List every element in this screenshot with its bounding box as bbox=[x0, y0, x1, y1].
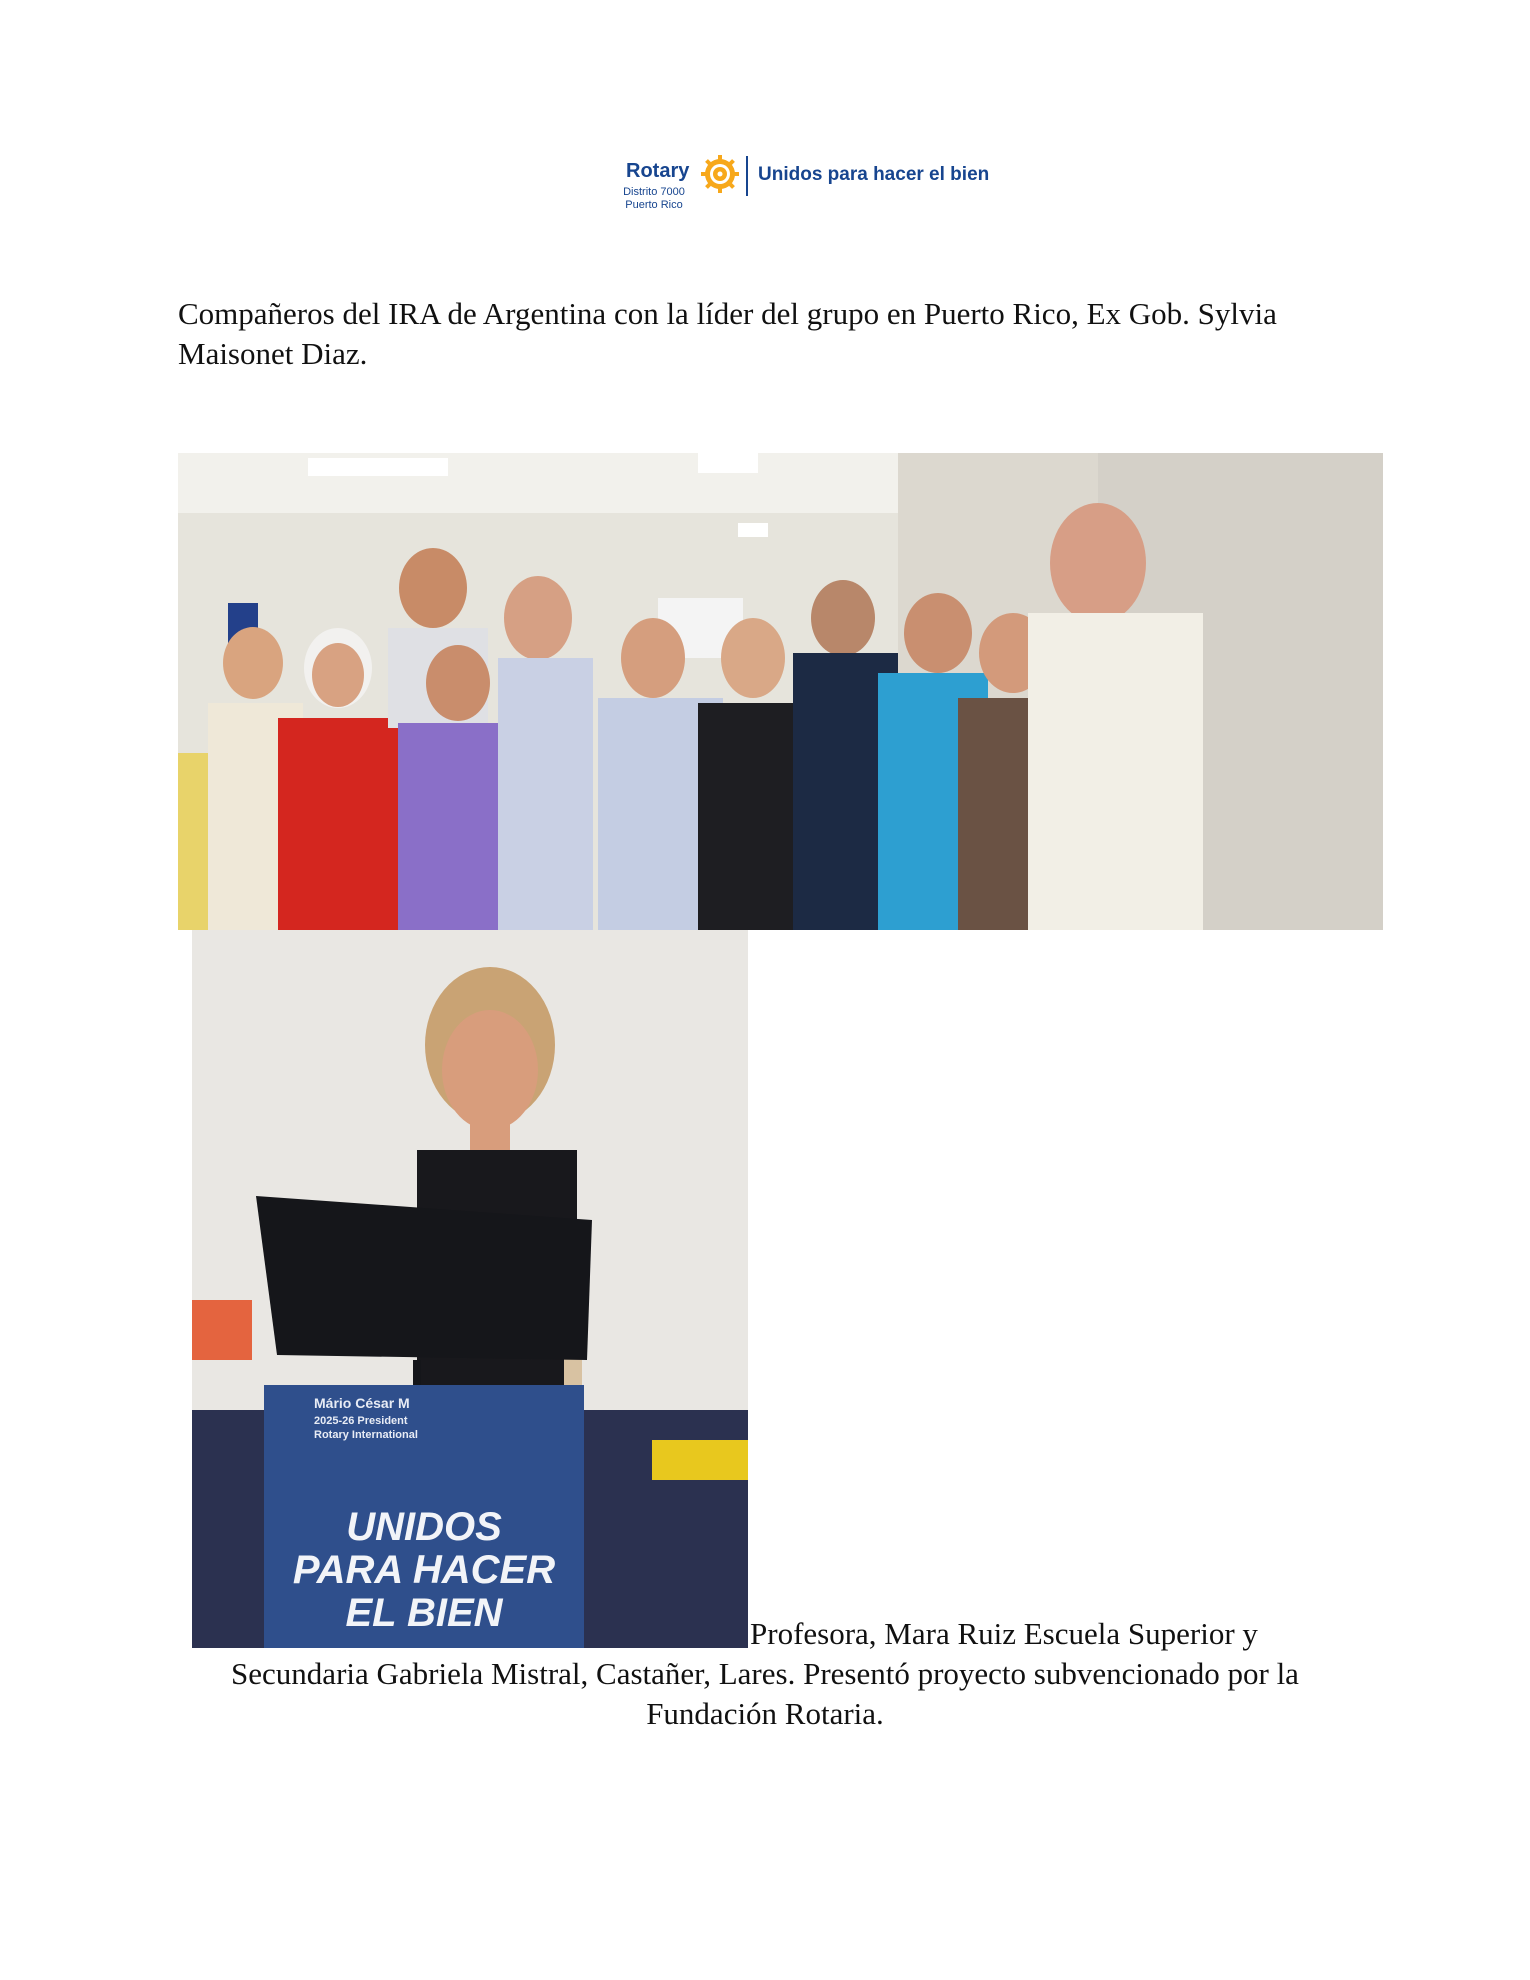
speaker-photo-illustration bbox=[192, 930, 748, 1648]
speaker-caption-line1: Profesora, Mara Ruiz Escuela Superior y bbox=[750, 1616, 1258, 1651]
logo-district-line1: Distrito 7000 bbox=[623, 186, 685, 198]
banner-role-line1: 2025-26 President bbox=[314, 1415, 408, 1427]
banner-role-line2: Rotary International bbox=[314, 1429, 418, 1441]
logo-district bbox=[612, 186, 696, 212]
banner-slogan-line3: EL BIEN bbox=[345, 1591, 503, 1635]
banner-slogan-line2: PARA HACER bbox=[292, 1548, 556, 1592]
rotary-wheel-icon bbox=[700, 154, 740, 194]
logo-brand: Rotary bbox=[626, 160, 690, 182]
rotary-logo bbox=[612, 152, 1012, 216]
group-photo bbox=[178, 453, 1383, 930]
logo-divider bbox=[746, 156, 748, 196]
logo-district-line2: Puerto Rico bbox=[625, 199, 683, 211]
speaker-photo bbox=[192, 930, 748, 1648]
group-photo-caption: Compañeros del IRA de Argentina con la líder del grupo en Puerto Rico, Ex Gob. Sylvia Maisonet Diaz. bbox=[178, 296, 1277, 371]
logo-motto: Unidos para hacer el bien bbox=[758, 164, 990, 185]
banner-slogan-line1: UNIDOS bbox=[346, 1505, 502, 1549]
banner-name: Mário César M bbox=[314, 1395, 410, 1411]
speaker-photo-caption bbox=[190, 1614, 1340, 1734]
speaker-caption-rest: Secundaria Gabriela Mistral, Castañer, Lares. Presentó proyecto subvencionado por la Fundación Rotaria. bbox=[231, 1656, 1299, 1731]
group-photo-illustration bbox=[178, 453, 1383, 930]
